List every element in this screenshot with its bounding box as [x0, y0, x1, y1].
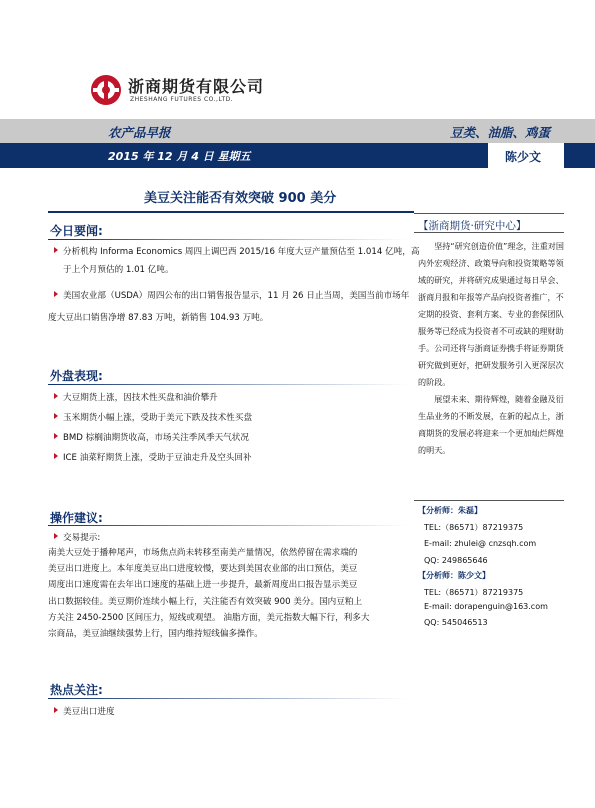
bullet-icon — [54, 453, 58, 459]
report-author: 陈少文 — [505, 150, 542, 164]
report-type: 农产品早报 — [108, 125, 171, 140]
section-divider — [48, 525, 408, 526]
analyst-label: 【分析师：朱磊】 — [418, 506, 482, 515]
bullet-icon — [54, 291, 58, 297]
sidebar-rule-top — [414, 213, 564, 214]
advice-line: 出口数据较佳。美豆期价连续小幅上行，关注能否有效突破 900 美分。国内豆粕上 — [48, 596, 363, 607]
bullet-icon — [54, 433, 58, 439]
analyst-qq: QQ: 249865646 — [424, 556, 488, 565]
commodities: 豆类、油脂、鸡蛋 — [450, 125, 551, 140]
section-divider — [48, 698, 408, 699]
section-heading-advice: 操作建议: — [50, 511, 103, 525]
advice-subheading: 交易提示: — [54, 531, 100, 543]
analyst-qq: QQ: 545046513 — [424, 618, 488, 627]
news-item: 美国农业部（USDA）周四公布的出口销售报告显示，11 月 26 日止当周，美国当前市场年 — [54, 289, 409, 301]
news-item: 分析机构 Informa Economics 周四上调巴西 2015/16 年度大豆产量预估至 1.014 亿吨，高 — [54, 245, 419, 257]
external-item: ICE 油菜籽期货上涨，受助于豆油走升及空头回补 — [54, 451, 252, 463]
section-heading-external: 外盘表现: — [50, 369, 103, 383]
section-heading-hot: 热点关注: — [50, 683, 103, 697]
company-logo-icon — [90, 74, 122, 106]
advice-line: 方关注 2450-2500 区间压力，短线或观望。 油脂方面，美元指数大幅下行，利多大 — [48, 612, 370, 623]
sidebar-paragraph: 坚持“研究创造价值”理念，注重对国内外宏观经济、政策导向和投资策略等领域的研究，并将研究成果通过每日早会、浙商月报和年报等产品向投资者推广，不定期的投资、套利方案、专业的套保团队服务等已经成为投资者不可或缺的理财助手。公司还将与浙商证券携手将证券期货研究做到更好，把研发服务引入更深层次的阶段。 — [418, 241, 564, 387]
analyst-email: E-mail: dorapenguin@163.com — [424, 602, 548, 611]
section-divider — [48, 239, 408, 240]
company-name: 浙商期货有限公司 — [128, 77, 265, 96]
advice-line: 南美大豆处于播种尾声，市场焦点尚未转移至南美产量情况，依然停留在需求端的 — [48, 548, 358, 558]
bullet-icon — [54, 533, 58, 539]
section-divider — [48, 384, 408, 385]
bullet-icon — [54, 247, 58, 253]
external-item: 玉米期货小幅上涨，受助于美元下跌及技术性买盘 — [54, 411, 252, 423]
sidebar-body — [418, 238, 564, 459]
section-heading-news: 今日要闻: — [50, 224, 103, 238]
analyst-tel: TEL:（86571）87219375 — [424, 588, 524, 597]
external-item: BMD 棕榈油期货收高，市场关注季风季天气状况 — [54, 431, 249, 443]
bullet-icon — [54, 413, 58, 419]
advice-line: 美豆出口进度上。本年度美豆出口进度较慢，要达到美国农业部的出口预估，美豆 — [48, 564, 358, 575]
hot-item: 美豆出口进度 — [54, 705, 115, 717]
bullet-icon — [54, 393, 58, 399]
advice-line: 周度出口速度需在去年出口速度的基础上进一步提升，最新周度出口报告显示美豆 — [48, 580, 358, 591]
analyst-email: E-mail: zhulei@ cnzsqh.com — [424, 539, 537, 548]
analyst-label: 【分析师：陈少文】 — [418, 571, 490, 580]
news-item-cont: 度大豆出口销售净增 87.83 万吨，新销售 104.93 万吨。 — [48, 313, 269, 323]
bullet-icon — [54, 707, 58, 713]
sidebar-paragraph: 展望未来、期待辉煌，随着金融及衍生品业务的不断发展，在新的起点上，浙商期货的发展必将迎来一个更加灿烂辉煌的明天。 — [418, 394, 564, 455]
external-item: 大豆期货上涨，因技术性买盘和油价攀升 — [54, 391, 218, 403]
news-item-cont: 于上个月预估的 1.01 亿吨。 — [63, 265, 174, 275]
analyst-tel: TEL:（86571）87219375 — [424, 523, 524, 532]
report-title: 美豆关注能否有效突破 900 美分 — [144, 191, 337, 206]
advice-line: 宗商品，美豆油继续强势上行，国内维持短线偏多操作。 — [48, 629, 263, 640]
sidebar-rule — [414, 232, 564, 233]
company-name-en: ZHESHANG FUTURES CO.,LTD. — [130, 96, 234, 103]
analyst-rule — [414, 500, 564, 501]
title-rule — [48, 211, 414, 213]
advice-body — [48, 545, 418, 642]
report-date: 2015 年 12 月 4 日 星期五 — [108, 150, 251, 163]
sidebar-title: 【浙商期货·研究中心】 — [418, 220, 527, 232]
